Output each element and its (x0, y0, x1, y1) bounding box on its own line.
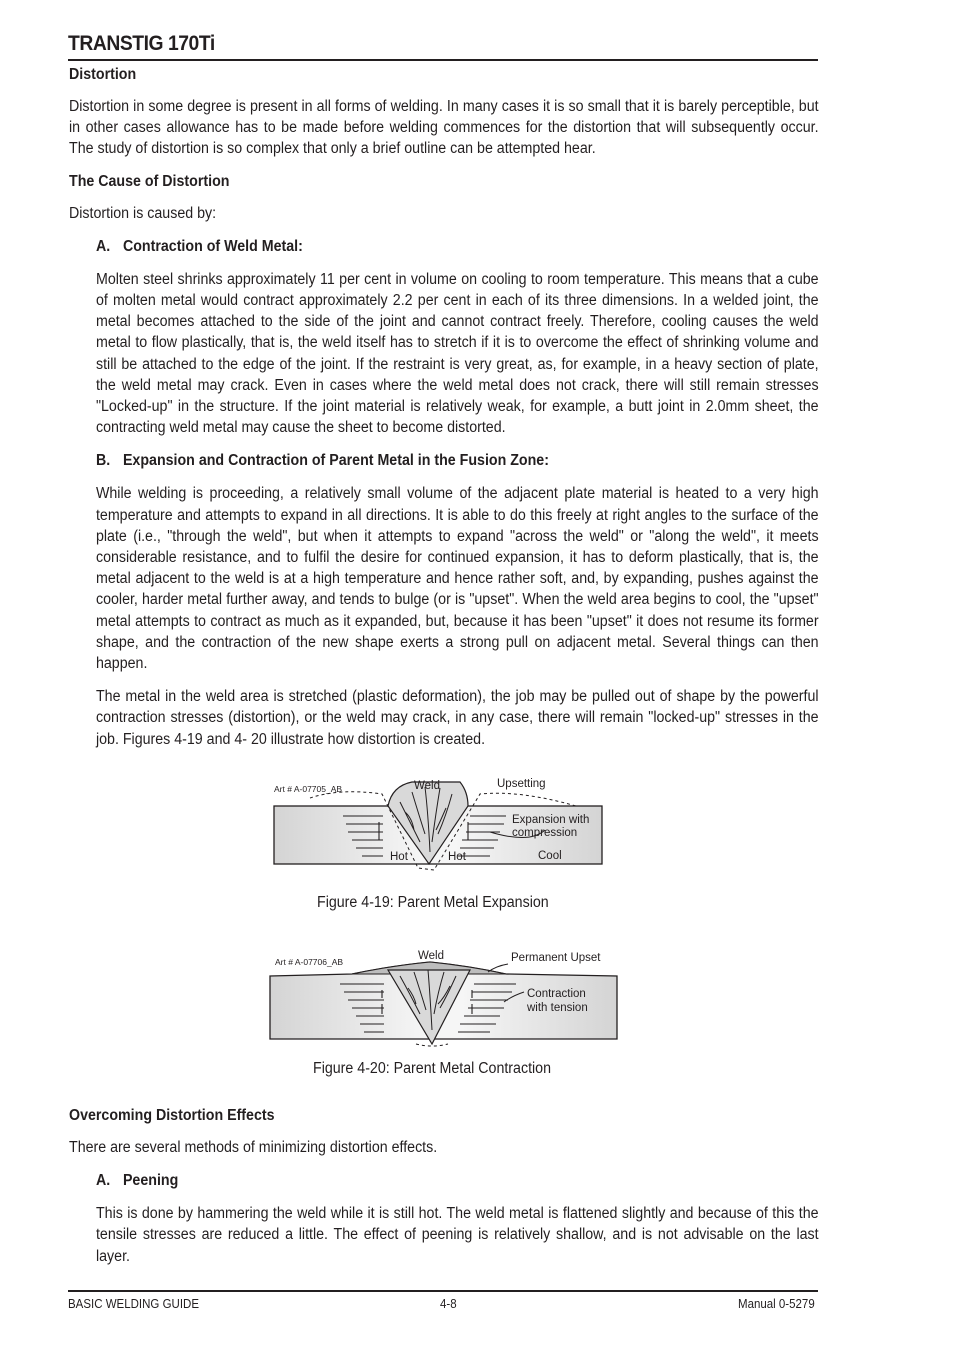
weld-label: Weld (414, 780, 440, 792)
heading-cause-of-distortion: The Cause of Distortion (69, 172, 230, 190)
footer-left-text: BASIC WELDING GUIDE (68, 1297, 199, 1311)
main-content (69, 64, 818, 750)
paragraph-expansion-parent-metal: While welding is proceeding, a relatively small volume of the adjacent plate material is heated to a very high temperature and attempts to expand in all directions. It is able to do this freely at right angles to the surface of the plate (i.e., "through the weld", but when it attempts to expand "across the weld" or "along the weld", it meets considerable resistance, and to fulfil the desire for continued expansion, it has to deform plastically, that is, the metal adjacent to the weld is at a high temperature and hence rather soft, and, by expanding, pushes against the cooler, harder metal further away, and tends to bulge (or is "upset". When the weld area begins to cool, the "upset" metal attempts to contract as much as it expanded, but, because it has been "upset" it does not resume its former shape, and the contraction of the new shape exerts a strong pull on adjacent metal. Several things can then happen. (95, 485, 819, 673)
figure-4-20 (0, 944, 954, 1080)
parent-metal-contraction-diagram (0, 944, 954, 1054)
figure-4-20-caption: Figure 4-20: Parent Metal Contraction (313, 1060, 552, 1077)
heading-peening (96, 1170, 819, 1191)
figure-4-19-caption: Figure 4-19: Parent Metal Expansion (317, 894, 549, 911)
expansion-label-line1: Expansion with (512, 814, 590, 826)
permanent-upset-label: Permanent Upset (511, 952, 601, 964)
weld-label: Weld (418, 950, 444, 962)
header-rule (68, 59, 818, 61)
heading-contraction-weld-metal (96, 236, 819, 257)
art-number-label: Art # A-07706_AB (275, 957, 344, 967)
footer-rule (68, 1290, 818, 1292)
item-label-a: A. (95, 237, 111, 255)
hot-label-left: Hot (390, 851, 408, 863)
figure-4-19 (0, 772, 954, 911)
art-number-label: Art # A-07705_AB (274, 784, 343, 794)
page-number: 4-8 (440, 1297, 457, 1311)
contraction-label-line1: Contraction (527, 988, 586, 1000)
cool-label: Cool (538, 850, 562, 862)
document-title: TRANSTIG 170Ti (68, 32, 215, 55)
item-heading-peening: Peening (122, 1172, 179, 1190)
heading-expansion-parent-metal (96, 450, 819, 471)
item-heading-b: Expansion and Contraction of Parent Metal in the Fusion Zone: (122, 452, 549, 470)
manual-number: Manual 0-5279 (738, 1297, 815, 1311)
text-column (69, 64, 819, 750)
parent-metal-expansion-diagram (0, 772, 954, 902)
paragraph-contraction-weld-metal: Molten steel shrinks approximately 11 per cent in volume on cooling to room temperature. This means that a cube of molten metal would contract approximately 2.2 per cent in each of its three dimensions. In a welded joint, the metal becomes attached to the side of the joint and cannot contract freely. Therefore, cooling causes the weld metal to flow plastically, that is, the weld itself has to stretch if it is to overcome the effect of shrinking volume and still be attached to the edge of the joint. If the restraint is very great, as, for example, in a heavy section of plate, the weld metal may crack. Even in cases where the weld metal does not crack, there will still remain stresses "Locked-up" in the structure. If the joint material is relatively weak, for example, a butt joint in 2.0mm sheet, the contracting weld metal may cause the sheet to become distorted. (95, 270, 819, 437)
contraction-label-line2: with tension (527, 1002, 588, 1014)
item-label-a: A. (95, 1172, 111, 1190)
paragraph-peening: This is done by hammering the weld while it is still hot. The weld metal is flattened slightly and because of this the tensile stresses are reduced a little. The effect of peening is relatively shallow, and is not advisable on the last layer. (95, 1205, 819, 1265)
upsetting-label: Upsetting (497, 778, 546, 790)
paragraph-overcoming-intro: There are several methods of minimizing distortion effects. (69, 1139, 438, 1156)
overcoming-section (69, 1105, 818, 1267)
heading-distortion: Distortion (69, 66, 137, 83)
paragraph-cause-intro: Distortion is caused by: (69, 204, 217, 222)
item-heading-a: Contraction of Weld Metal: (122, 237, 303, 255)
hot-label-right: Hot (448, 851, 466, 863)
paragraph-locked-up-stresses: The metal in the weld area is stretched (plastic deformation), the job may be pulled out of shape by the powerful contraction stresses (distortion), or the weld may crack, in any case, there will remain "locked-up" stresses in the job. Figures 4-19 and 4- 20 illustrate how distortion is created. (95, 688, 819, 748)
paragraph-distortion: Distortion in some degree is present in all forms of welding. In many cases it is so small that it is barely perceptible, but in other cases allowance has to be made before welding commences for the distortion that will subsequently occur. The study of distortion is so complex that only a brief outline can be attempted hear. (69, 98, 819, 158)
expansion-label-line2: compression (512, 827, 578, 839)
item-label-b: B. (95, 452, 111, 470)
heading-overcoming-distortion: Overcoming Distortion Effects (69, 1107, 275, 1124)
text-column (69, 1105, 819, 1267)
